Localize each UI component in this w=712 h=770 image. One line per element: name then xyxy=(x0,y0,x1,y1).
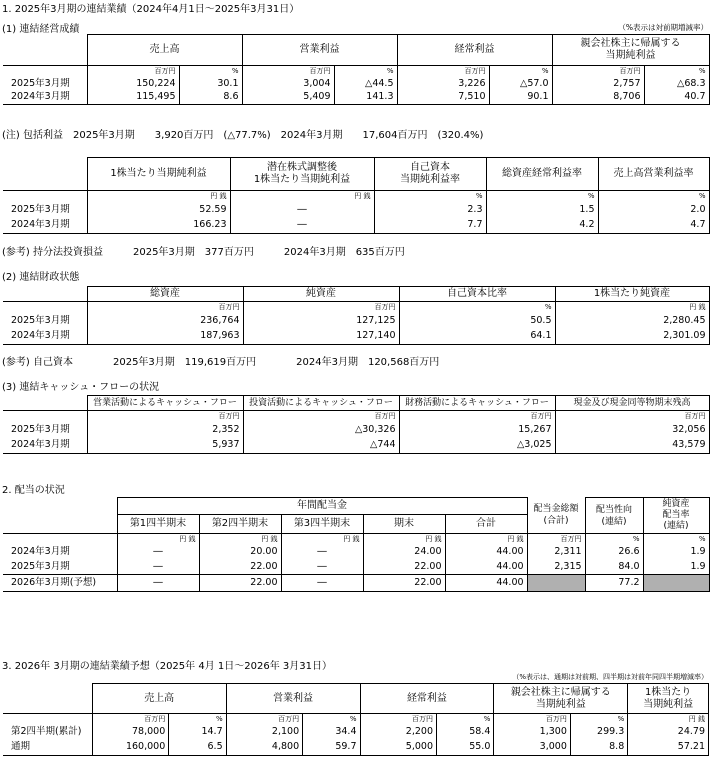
row-label: 2025年3月期 xyxy=(3,560,117,575)
row-label: 2024年3月期 xyxy=(3,438,87,454)
value-cell: 4,800 xyxy=(226,740,303,756)
table-row xyxy=(3,560,709,575)
value-cell: 43,579 xyxy=(555,438,709,454)
unit-cell: % xyxy=(334,66,397,77)
value-cell: 2,315 xyxy=(527,560,585,575)
section4-title: 2. 配当の状況 xyxy=(2,485,65,496)
header-ordinary-profit: 経常利益 xyxy=(397,35,552,66)
unit-cell: 百万円 xyxy=(243,302,399,313)
value-cell: ― xyxy=(281,560,363,575)
equity-method-note: (参考) 持分法投資損益 2025年3月期 377百万円 2024年3月期 635百万円 xyxy=(2,247,405,258)
unit-row xyxy=(3,714,709,725)
row-label: 2025年3月期 xyxy=(3,422,87,438)
unit-cell: 円 銭 xyxy=(117,534,199,545)
value-cell: 22.00 xyxy=(363,575,445,592)
unit-cell: % xyxy=(486,191,598,202)
value-cell xyxy=(527,575,585,592)
value-cell: 4.2 xyxy=(486,218,598,234)
unit-cell: 百万円 xyxy=(242,66,334,77)
row-label: 2025年3月期 xyxy=(3,202,87,218)
header-q3: 第3四半期末 xyxy=(281,515,363,534)
section1-title: 1. 2025年3月期の連結業績（2024年4月1日～2025年3月31日） xyxy=(2,4,300,15)
value-cell: 77.2 xyxy=(585,575,643,592)
table-row xyxy=(3,422,709,438)
value-cell: 22.00 xyxy=(199,560,281,575)
unit-cell: 百万円 xyxy=(87,411,243,422)
value-cell: 22.00 xyxy=(199,575,281,592)
row-label: 2024年3月期 xyxy=(3,329,87,345)
header-total: 合計 xyxy=(445,515,527,534)
table-row xyxy=(3,575,709,592)
header-cash-end: 現金及び現金同等物期末残高 xyxy=(555,396,709,411)
value-cell: 2.3 xyxy=(374,202,486,218)
value-cell: ― xyxy=(117,560,199,575)
header-total-dividends: 配当金総額 (合計) xyxy=(527,498,585,534)
value-cell: 64.1 xyxy=(399,329,555,345)
value-cell: 78,000 xyxy=(92,725,169,740)
section3-title: (3) 連結キャッシュ・フローの状況 xyxy=(2,382,160,393)
corner-cell xyxy=(3,287,87,302)
unit-cell: 百万円 xyxy=(87,302,243,313)
section1-subtitle: (1) 連結経営成績 xyxy=(2,24,80,35)
table-row xyxy=(3,218,709,234)
value-cell: 127,140 xyxy=(243,329,399,345)
unit-cell: 百万円 xyxy=(552,66,644,77)
value-cell: 141.3 xyxy=(334,91,397,105)
value-cell: 84.0 xyxy=(585,560,643,575)
unit-cell: 円 銭 xyxy=(628,714,709,725)
header-eps: 1株当たり 当期純利益 xyxy=(628,684,709,714)
header-financing-cf: 財務活動によるキャッシュ・フロー xyxy=(399,396,555,411)
value-cell: 20.00 xyxy=(199,545,281,560)
financial-position-table xyxy=(3,286,710,345)
unit-label-cell xyxy=(3,534,117,545)
header-doe: 純資産 配当率 (連結) xyxy=(643,498,709,534)
table-row xyxy=(3,740,709,756)
value-cell: △68.3 xyxy=(644,77,709,91)
value-cell: 5,409 xyxy=(242,91,334,105)
value-cell: 1,300 xyxy=(494,725,571,740)
value-cell: 8.8 xyxy=(570,740,627,756)
value-cell: 6.5 xyxy=(169,740,226,756)
unit-cell: 百万円 xyxy=(87,66,179,77)
value-cell: ― xyxy=(117,545,199,560)
corner-cell xyxy=(3,158,87,191)
unit-cell: 円 銭 xyxy=(281,534,363,545)
value-cell: 166.23 xyxy=(87,218,230,234)
header-net-income: 親会社株主に帰属する 当期純利益 xyxy=(494,684,628,714)
header-bps: 1株当たり純資産 xyxy=(555,287,709,302)
unit-cell: 円 銭 xyxy=(555,302,709,313)
header-investing-cf: 投資活動によるキャッシュ・フロー xyxy=(243,396,399,411)
header-roa: 総資産経常利益率 xyxy=(486,158,598,191)
unit-cell: % xyxy=(644,66,709,77)
value-cell: 40.7 xyxy=(644,91,709,105)
value-cell: △3,025 xyxy=(399,438,555,454)
value-cell: 7,510 xyxy=(397,91,489,105)
table-row xyxy=(3,545,709,560)
unit-row xyxy=(3,411,709,422)
table-row xyxy=(3,77,709,91)
corner-cell xyxy=(3,498,117,534)
unit-cell: 百万円 xyxy=(92,714,169,725)
value-cell: 50.5 xyxy=(399,313,555,329)
header-sales: 売上高 xyxy=(87,35,242,66)
unit-label-cell xyxy=(3,302,87,313)
row-label: 2026年3月期(予想) xyxy=(3,575,117,592)
comprehensive-income-note: (注) 包括利益 2025年3月期 3,920百万円 (△77.7%) 2024年3月期 17,604百万円 (320.4%) xyxy=(2,130,484,141)
header-operating-profit: 営業利益 xyxy=(242,35,397,66)
table-row xyxy=(3,725,709,740)
value-cell: 5,000 xyxy=(360,740,437,756)
value-cell: 8,706 xyxy=(552,91,644,105)
value-cell: 2,100 xyxy=(226,725,303,740)
unit-cell: 百万円 xyxy=(399,411,555,422)
unit-label-cell xyxy=(3,411,87,422)
value-cell: 236,764 xyxy=(87,313,243,329)
value-cell: 2,311 xyxy=(527,545,585,560)
value-cell: 14.7 xyxy=(169,725,226,740)
header-payout-ratio: 配当性向 (連結) xyxy=(585,498,643,534)
value-cell: ― xyxy=(281,575,363,592)
row-label: 2024年3月期 xyxy=(3,91,87,105)
unit-row xyxy=(3,66,709,77)
value-cell: 2,352 xyxy=(87,422,243,438)
header-operating-cf: 営業活動によるキャッシュ・フロー xyxy=(87,396,243,411)
row-label: 2025年3月期 xyxy=(3,313,87,329)
table-row xyxy=(3,329,709,345)
value-cell: ― xyxy=(281,545,363,560)
table-row xyxy=(3,313,709,329)
header-operating-margin: 売上高営業利益率 xyxy=(598,158,709,191)
header-year-end: 期末 xyxy=(363,515,445,534)
section1-note: （%表示は対前期増減率） xyxy=(618,23,708,32)
value-cell: 7.7 xyxy=(374,218,486,234)
value-cell: 22.00 xyxy=(363,560,445,575)
value-cell: 3,000 xyxy=(494,740,571,756)
unit-cell: 百万円 xyxy=(243,411,399,422)
value-cell: 34.4 xyxy=(303,725,360,740)
row-label: 通期 xyxy=(3,740,92,756)
value-cell: 2,757 xyxy=(552,77,644,91)
value-cell: 2,200 xyxy=(360,725,437,740)
unit-cell: 円 銭 xyxy=(445,534,527,545)
cash-flow-table xyxy=(3,395,710,454)
row-label: 2025年3月期 xyxy=(3,77,87,91)
table-row xyxy=(3,202,709,218)
unit-cell: % xyxy=(585,534,643,545)
unit-cell: 百万円 xyxy=(555,411,709,422)
corner-cell xyxy=(3,684,92,714)
value-cell: 127,125 xyxy=(243,313,399,329)
value-cell: 1.5 xyxy=(486,202,598,218)
value-cell: 2,301.09 xyxy=(555,329,709,345)
value-cell xyxy=(643,575,709,592)
dividends-table xyxy=(3,497,710,592)
header-roe: 自己資本 当期純利益率 xyxy=(374,158,486,191)
header-sales: 売上高 xyxy=(92,684,226,714)
value-cell: 1.9 xyxy=(643,560,709,575)
value-cell: 160,000 xyxy=(92,740,169,756)
unit-cell: 円 銭 xyxy=(230,191,374,202)
equity-note: (参考) 自己資本 2025年3月期 119,619百万円 2024年3月期 120,568百万円 xyxy=(2,357,440,368)
value-cell: 3,004 xyxy=(242,77,334,91)
value-cell: 30.1 xyxy=(179,77,242,91)
unit-cell: % xyxy=(399,302,555,313)
unit-cell: % xyxy=(303,714,360,725)
header-operating-profit: 営業利益 xyxy=(226,684,360,714)
value-cell: 24.00 xyxy=(363,545,445,560)
unit-cell: 円 銭 xyxy=(87,191,230,202)
unit-cell: % xyxy=(598,191,709,202)
unit-cell: 百万円 xyxy=(226,714,303,725)
header-q2: 第2四半期末 xyxy=(199,515,281,534)
value-cell: △57.0 xyxy=(489,77,552,91)
unit-label-cell xyxy=(3,714,92,725)
header-q1: 第1四半期末 xyxy=(117,515,199,534)
value-cell: 32,056 xyxy=(555,422,709,438)
unit-cell: % xyxy=(179,66,242,77)
unit-cell: 円 銭 xyxy=(199,534,281,545)
forecast-table xyxy=(3,683,709,756)
section2-title: (2) 連結財政状態 xyxy=(2,272,80,283)
unit-cell: 百万円 xyxy=(360,714,437,725)
value-cell: 8.6 xyxy=(179,91,242,105)
value-cell: 55.0 xyxy=(437,740,494,756)
table-row xyxy=(3,91,709,105)
value-cell: 44.00 xyxy=(445,560,527,575)
value-cell: △30,326 xyxy=(243,422,399,438)
value-cell: ― xyxy=(117,575,199,592)
header-ordinary-profit: 経常利益 xyxy=(360,684,494,714)
unit-cell: % xyxy=(570,714,627,725)
value-cell: 59.7 xyxy=(303,740,360,756)
unit-label-cell xyxy=(3,66,87,77)
value-cell: 44.00 xyxy=(445,545,527,560)
unit-cell: 円 銭 xyxy=(363,534,445,545)
unit-cell: % xyxy=(437,714,494,725)
header-total-assets: 総資産 xyxy=(87,287,243,302)
value-cell: 2,280.45 xyxy=(555,313,709,329)
operating-results-table xyxy=(3,34,710,105)
unit-cell: % xyxy=(489,66,552,77)
row-label: 第2四半期(累計) xyxy=(3,725,92,740)
unit-row xyxy=(3,191,709,202)
value-cell: 150,224 xyxy=(87,77,179,91)
value-cell: 57.21 xyxy=(628,740,709,756)
header-equity-ratio: 自己資本比率 xyxy=(399,287,555,302)
unit-cell: % xyxy=(643,534,709,545)
value-cell: 58.4 xyxy=(437,725,494,740)
section5-note: （%表示は、通期は対前期、四半期は対前年同四半期増減率） xyxy=(512,673,708,681)
unit-cell: 百万円 xyxy=(494,714,571,725)
value-cell: 26.6 xyxy=(585,545,643,560)
value-cell: 24.79 xyxy=(628,725,709,740)
row-label: 2024年3月期 xyxy=(3,218,87,234)
header-eps: 1株当たり当期純利益 xyxy=(87,158,230,191)
per-share-table xyxy=(3,157,710,234)
value-cell: 3,226 xyxy=(397,77,489,91)
value-cell: 90.1 xyxy=(489,91,552,105)
unit-cell: 百万円 xyxy=(527,534,585,545)
value-cell: ― xyxy=(230,218,374,234)
unit-cell: % xyxy=(169,714,226,725)
unit-row xyxy=(3,534,709,545)
value-cell: 1.9 xyxy=(643,545,709,560)
corner-cell xyxy=(3,396,87,411)
header-diluted-eps: 潜在株式調整後 1株当たり当期純利益 xyxy=(230,158,374,191)
corner-cell xyxy=(3,35,87,66)
value-cell: ― xyxy=(230,202,374,218)
header-net-assets: 純資産 xyxy=(243,287,399,302)
value-cell: △744 xyxy=(243,438,399,454)
value-cell: 5,937 xyxy=(87,438,243,454)
value-cell: △44.5 xyxy=(334,77,397,91)
header-annual-dividend: 年間配当金 xyxy=(117,498,527,515)
value-cell: 44.00 xyxy=(445,575,527,592)
value-cell: 187,963 xyxy=(87,329,243,345)
value-cell: 299.3 xyxy=(570,725,627,740)
unit-cell: 百万円 xyxy=(397,66,489,77)
unit-label-cell xyxy=(3,191,87,202)
unit-cell: % xyxy=(374,191,486,202)
table-row xyxy=(3,438,709,454)
value-cell: 52.59 xyxy=(87,202,230,218)
header-net-income: 親会社株主に帰属する 当期純利益 xyxy=(552,35,709,66)
value-cell: 4.7 xyxy=(598,218,709,234)
value-cell: 15,267 xyxy=(399,422,555,438)
row-label: 2024年3月期 xyxy=(3,545,117,560)
section5-title: 3. 2026年 3月期の連結業績予想（2025年 4月 1日～2026年 3月31日） xyxy=(2,661,332,672)
value-cell: 2.0 xyxy=(598,202,709,218)
value-cell: 115,495 xyxy=(87,91,179,105)
unit-row xyxy=(3,302,709,313)
